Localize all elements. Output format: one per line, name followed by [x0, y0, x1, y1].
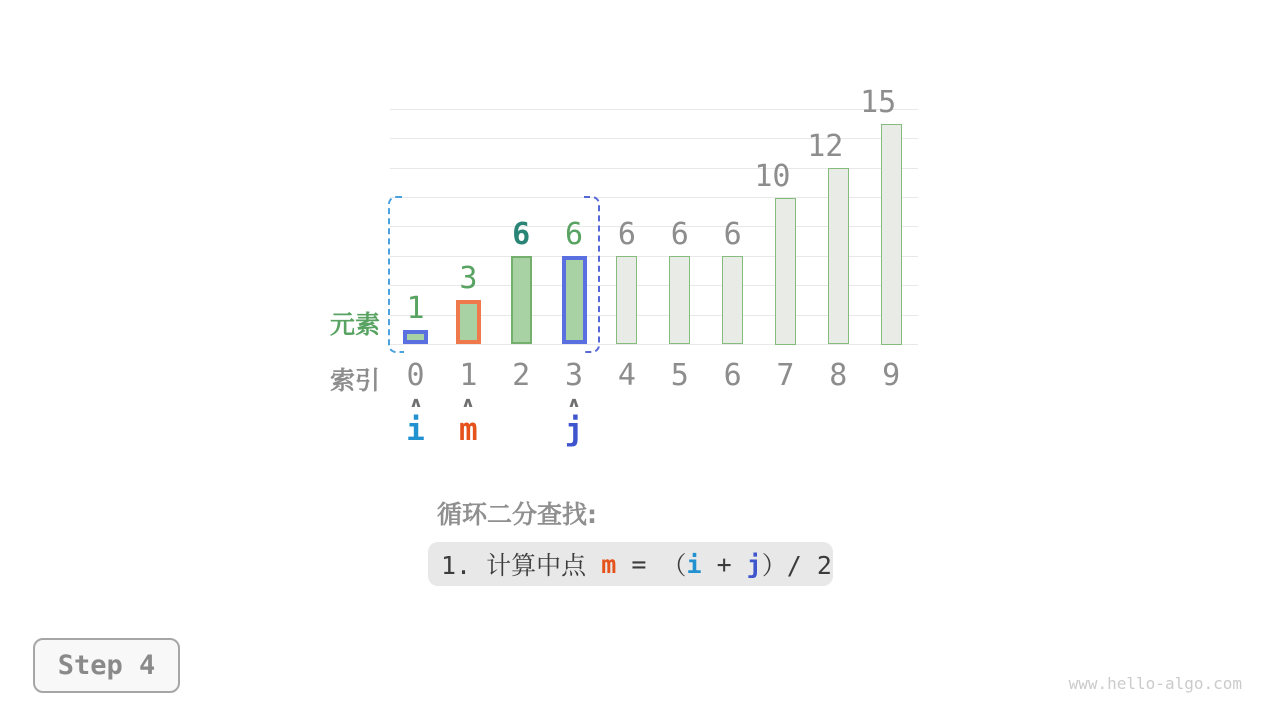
formula-segment-5: +: [701, 549, 747, 579]
bar-value-label-1: 3: [459, 261, 478, 297]
index-number-3: 3: [565, 358, 584, 393]
array-bar-4: [616, 256, 637, 344]
bar-value-label-3: 6: [565, 217, 584, 253]
index-number-0: 0: [406, 358, 425, 393]
step-badge-label: Step 4: [57, 650, 156, 681]
array-bar-0: [403, 330, 428, 345]
bar-value-label-2: 6: [512, 217, 531, 253]
element-axis-label: 元素: [329, 310, 380, 339]
index-number-1: 1: [459, 358, 478, 393]
index-axis-label: 索引: [329, 366, 380, 395]
array-bar-2: [511, 256, 532, 344]
array-bar-7: [775, 198, 796, 345]
pointer-label-m: m: [459, 412, 478, 448]
formula-segment-7: ）/ 2: [761, 551, 832, 580]
index-number-7: 7: [776, 358, 795, 393]
formula-segment-4: i: [686, 549, 702, 579]
formula-segment-0: 1. 计算中点: [441, 551, 602, 580]
array-bar-5: [669, 256, 690, 344]
array-bar-6: [722, 256, 743, 344]
pointer-label-i: i: [406, 412, 425, 448]
pointer-arrow-m: ∧: [461, 395, 476, 411]
formula-box: [428, 542, 833, 586]
index-number-2: 2: [512, 358, 531, 393]
step-badge: [33, 638, 180, 693]
bar-value-label-4: 6: [617, 217, 636, 253]
bar-value-label-9: 15: [860, 85, 897, 120]
array-bar-8: [828, 168, 849, 344]
bar-value-label-6: 6: [723, 217, 742, 253]
index-number-9: 9: [882, 358, 901, 393]
formula-segment-3: （: [661, 551, 687, 580]
pointer-label-j: j: [564, 412, 584, 448]
search-range-bracket-left: [388, 196, 404, 353]
index-number-4: 4: [617, 358, 636, 393]
caption-heading: 循环二分查找:: [437, 500, 597, 529]
formula-segment-6: j: [746, 549, 762, 579]
bar-value-label-8: 12: [807, 129, 844, 165]
index-number-6: 6: [723, 358, 742, 393]
formula-segment-2: =: [616, 549, 662, 579]
bar-value-label-0: 1: [406, 290, 425, 326]
index-number-5: 5: [670, 358, 689, 393]
array-bar-3: [562, 256, 587, 344]
index-number-8: 8: [829, 358, 848, 393]
formula-segment-1: m: [601, 549, 617, 579]
pointer-arrow-i: ∧: [408, 395, 423, 411]
bar-value-label-5: 6: [670, 217, 689, 253]
array-bar-9: [881, 124, 902, 345]
pointer-arrow-j: ∧: [566, 395, 582, 411]
watermark: www.hello-algo.com: [1068, 674, 1242, 693]
bar-value-label-7: 10: [754, 158, 791, 194]
array-bar-1: [456, 300, 481, 344]
